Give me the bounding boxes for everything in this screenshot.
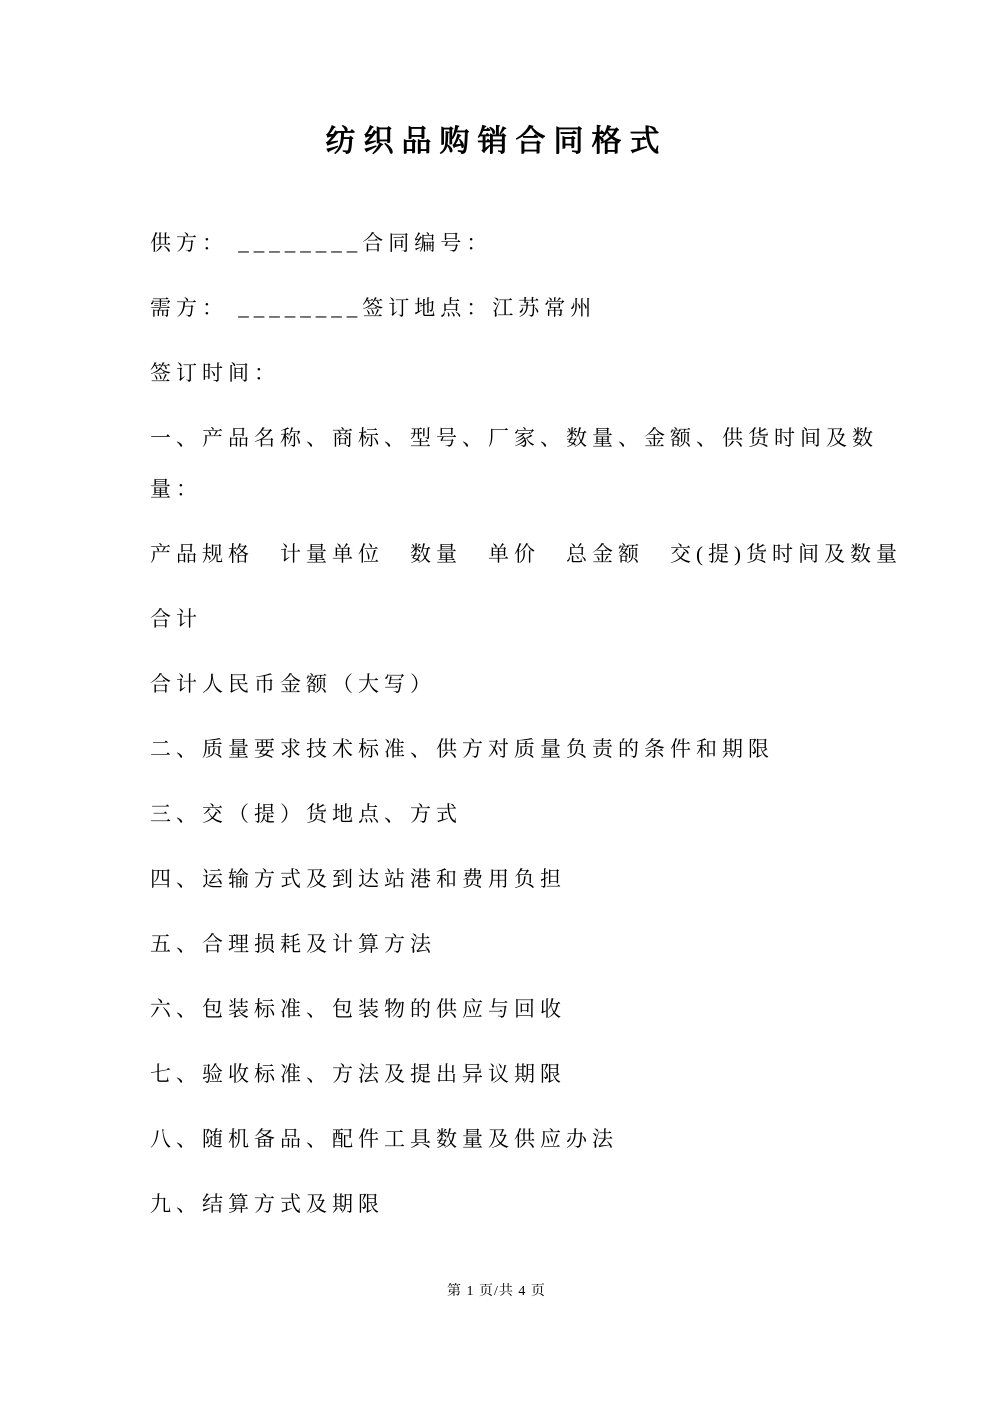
- document-body: [0, 162, 993, 1230]
- page-number-footer: 第 1 页/共 4 页: [447, 1284, 546, 1299]
- line-clause-6: 六、包装标准、包装物的供应与回收: [150, 997, 566, 1021]
- line-clause-9: 九、结算方式及期限: [150, 1192, 384, 1216]
- line-clause-1: 一、产品名称、商标、型号、厂家、数量、金额、供货时间及数: [150, 426, 878, 450]
- line-table-headers: 产品规格 计量单位 数量 单价 总金额 交(提)货时间及数量: [150, 542, 902, 566]
- line-signing-time: 签订时间：: [150, 361, 280, 385]
- line-supplier: 供方： ________合同编号：: [150, 231, 493, 255]
- line-clause-3: 三、交（提）货地点、方式: [150, 802, 462, 826]
- line-total-amount-words: 合计人民币金额（大写）: [150, 672, 436, 696]
- line-clause-7: 七、验收标准、方法及提出异议期限: [150, 1062, 566, 1086]
- line-total: 合计: [150, 607, 202, 631]
- line-clause-4: 四、运输方式及到达站港和费用负担: [150, 867, 566, 891]
- line-clause-1-wrap: 量：: [150, 477, 202, 501]
- page-title: 纺织品购销合同格式: [325, 125, 668, 158]
- line-clause-2: 二、质量要求技术标准、供方对质量负责的条件和期限: [150, 737, 774, 761]
- line-buyer: 需方： ________签订地点：江苏常州: [150, 296, 597, 320]
- line-clause-8: 八、随机备品、配件工具数量及供应办法: [150, 1127, 618, 1151]
- line-clause-5: 五、合理损耗及计算方法: [150, 932, 436, 956]
